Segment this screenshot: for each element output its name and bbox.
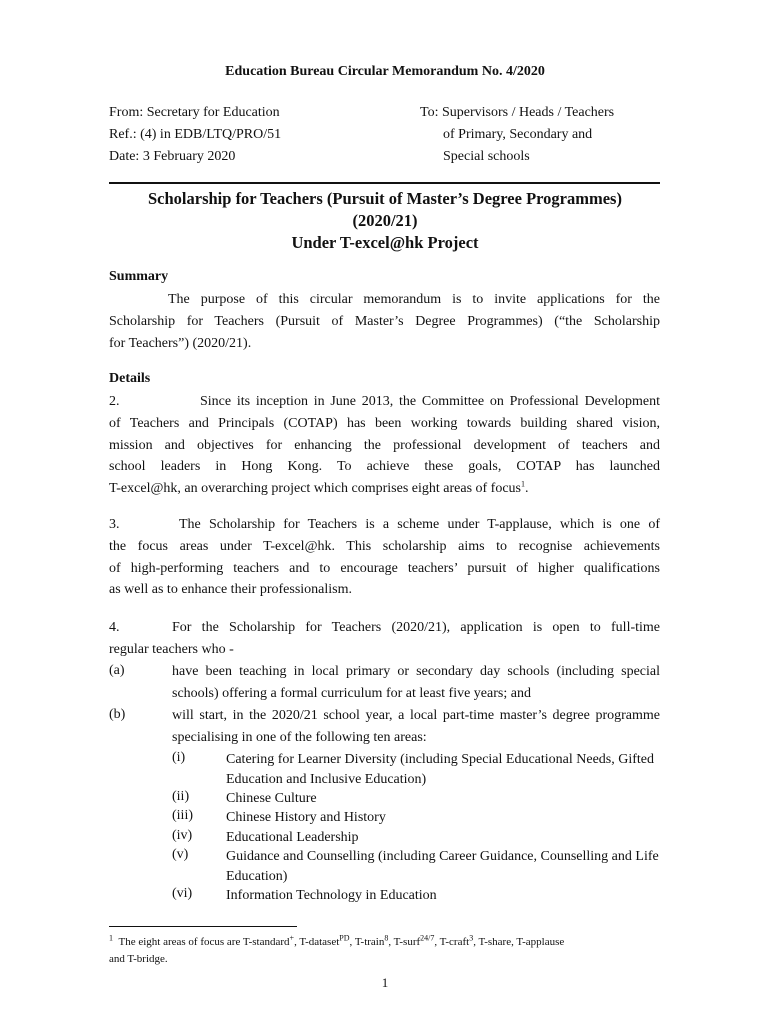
paragraph-line: 2. Since its inception in June 2013, the Committee on Professional Development — [109, 391, 660, 413]
paragraph-line: of high-performing teachers and to encourage teachers’ pursuit of higher qualifications — [109, 560, 660, 576]
paragraph-number: 2. — [109, 394, 120, 409]
footnote-reference: 1 — [521, 479, 526, 489]
area-item: Catering for Learner Diversity (including Special Educational Needs, Gifted Education and Inclusive Education) — [226, 752, 655, 787]
page-title-line3: Under T-excel@hk Project — [291, 233, 479, 252]
area-item: Chinese History and History — [226, 810, 386, 825]
paragraph-number: 3. — [109, 517, 120, 532]
header-to-line3: Special schools — [443, 149, 530, 164]
area-item: Information Technology in Education — [226, 888, 437, 903]
area-label: (iv) — [172, 828, 193, 843]
paragraph-line: T-excel@hk, an overarching project which comprises eight areas of focus$^1$. — [109, 479, 529, 497]
header-to-line2: of Primary, Secondary and — [443, 127, 593, 142]
page-title-line1: Scholarship for Teachers (Pursuit of Master’s Degree Programmes) — [148, 189, 622, 208]
area-label: (ii) — [172, 789, 190, 804]
footnote-mark: 1 — [109, 933, 113, 943]
footnote-divider — [109, 926, 297, 927]
list-label-b: (b) — [109, 707, 126, 722]
paragraph-line: the focus areas under T-excel@hk. This scholarship aims to recognise achievements — [109, 538, 660, 554]
header-divider — [109, 182, 660, 184]
footnote: $^1$ The eight areas of focus are T-standard+, T-dataset$^{PD}$, T-train$^8$, T-surf$^{24/7}$, T-craft$^3$, T-share, T-applause and T-bridge. — [109, 933, 565, 965]
header-date: Date: 3 February 2020 — [109, 149, 236, 164]
paragraph-line: of Teachers and Principals (COTAP) has been working towards building shared vision, — [109, 415, 660, 431]
area-label: (v) — [172, 847, 189, 862]
header-ref: Ref.: (4) in EDB/LTQ/PRO/51 — [109, 127, 282, 142]
summary-line: Scholarship for Teachers (Pursuit of Master’s Degree Programmes) (“the Scholarship — [109, 313, 660, 329]
page-title-line2: (2020/21) — [352, 211, 418, 230]
area-label: (iii) — [172, 808, 193, 823]
header-from: From: Secretary for Education — [109, 105, 280, 120]
paragraph-line: as well as to enhance their professionalism. — [109, 582, 352, 598]
area-label: (vi) — [172, 886, 193, 901]
summary-paragraph — [109, 289, 660, 354]
summary-line: for Teachers”) (2020/21). — [109, 335, 252, 351]
area-item: Guidance and Counselling (including Career Guidance, Counselling and Life Education) — [226, 849, 659, 884]
paragraph-line: mission and objectives for enhancing the professional development of teachers and — [109, 437, 660, 453]
paragraph-line: school leaders in Hong Kong. To achieve these goals, COTAP has launched — [109, 459, 660, 475]
paragraph-4 — [109, 617, 660, 661]
paragraph-line: 4. For the Scholarship for Teachers (2020/21), application is open to full-time — [109, 617, 660, 639]
paragraph-3 — [109, 514, 660, 601]
paragraph-number: 4. — [109, 620, 120, 635]
paragraph-line: regular teachers who - — [109, 641, 234, 657]
summary-heading: Summary — [109, 269, 169, 284]
area-item: Chinese Culture — [226, 791, 317, 806]
list-item-a: have been teaching in local primary or secondary day schools (including special schools) offering a formal curriculum for at least five years; and — [172, 664, 660, 701]
area-item: Educational Leadership — [226, 830, 359, 845]
details-heading: Details — [109, 371, 151, 386]
paragraph-2 — [109, 391, 660, 500]
paragraph-line: 3. The Scholarship for Teachers is a scheme under T-applause, which is one of — [109, 514, 660, 536]
header-to-line1: To: Supervisors / Heads / Teachers — [420, 105, 615, 120]
list-label-a: (a) — [109, 663, 125, 678]
summary-line: The purpose of this circular memorandum is to invite applications for the — [168, 292, 660, 307]
list-item-b: will start, in the 2020/21 school year, a local part-time master’s degree programme specialising in one of the following ten areas: — [172, 708, 660, 745]
memo-title: Education Bureau Circular Memorandum No. 4/2020 — [225, 64, 545, 79]
page-number: 1 — [381, 975, 389, 990]
area-label: (i) — [172, 750, 186, 765]
